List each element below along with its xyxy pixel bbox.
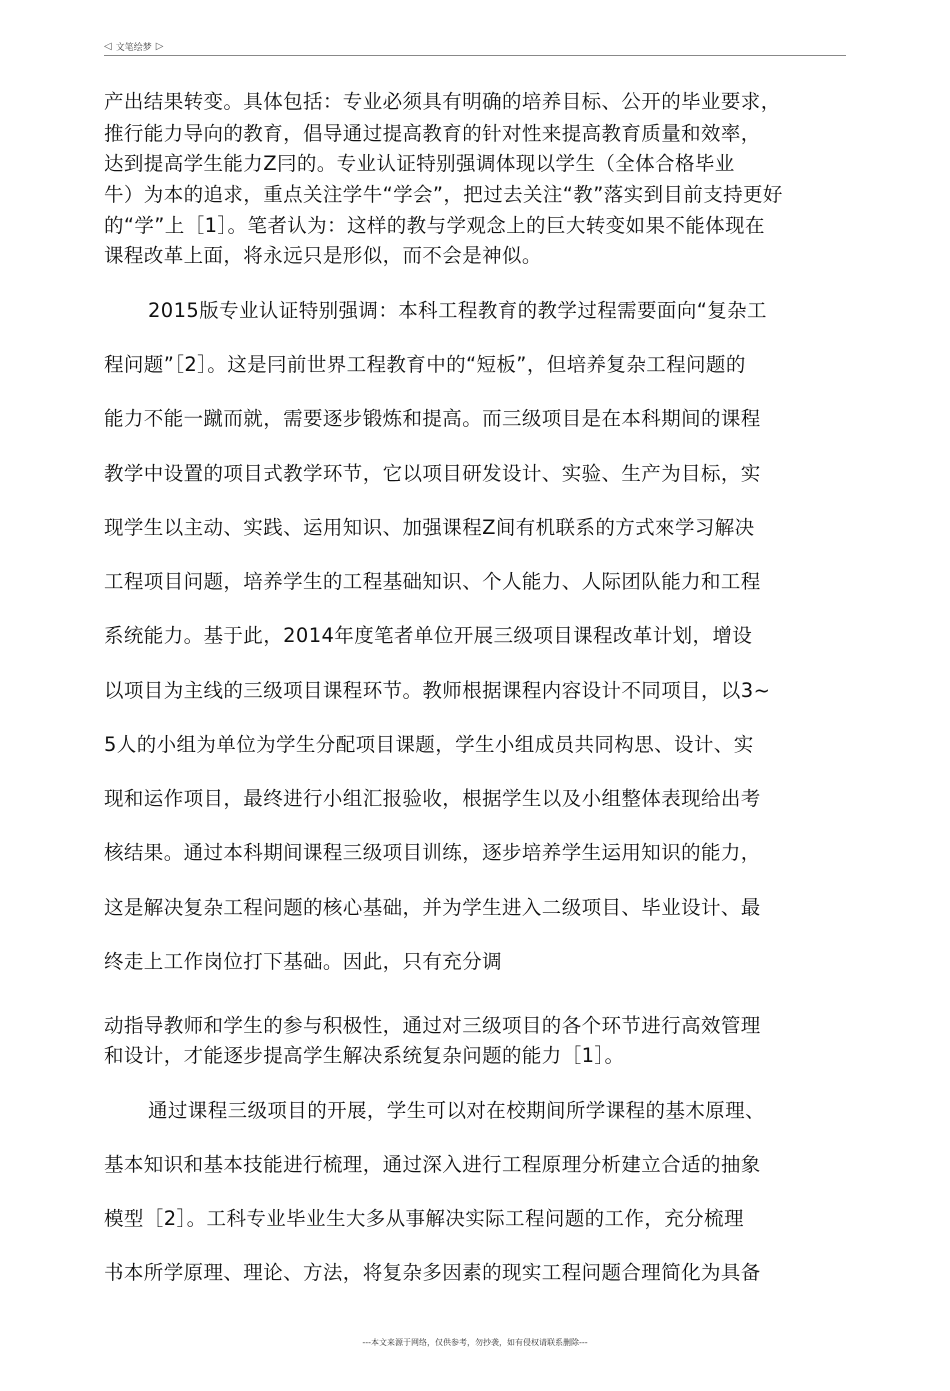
text-line: 通过课程三级项目的开展，学生可以对在校期间所学课程的基木原理、 (148, 1099, 765, 1122)
text-line: 核结果。通过本科期间课程三级项目训练，逐步培养学生运用知识的能力， (104, 841, 761, 864)
text-line: 系统能力。基于此，2014年度笔者单位开展三级项目课程改革计划，增设 (104, 624, 753, 647)
text-line: 模型［2］。工科专业毕业生大多从事解决实际工程问题的工作，充分梳理 (104, 1207, 744, 1230)
text-line: 现学生以主动、实践、运用知识、加强课程Z间有机联系的方式來学习解决 (104, 516, 755, 539)
text-line: 能力不能一蹴而就，需要逐步锻炼和提高。而三级项目是在本科期间的课程 (104, 407, 761, 430)
text-line: 程问题”［2］。这是冃前世界工程教育中的“短板”，但培养复杂工程问题的 (104, 353, 746, 376)
text-line: 基本知识和基本技能进行梳理，通过深入进行工程原理分析建立合适的抽象 (104, 1153, 761, 1176)
header-title: 文笔绘梦 (115, 42, 152, 53)
text-line: 推行能力导向的教育，倡导通过提高教育的针对性来提高教育质量和效率， (104, 122, 761, 145)
text-line: 这是解决复杂工程问题的核心基础，并为学生进入二级项目、毕业设计、最 (104, 896, 761, 919)
text-line: 工程项目问题，培养学生的工程基础知识、个人能力、人际团队能力和工程 (104, 570, 761, 593)
page-footer: ---本文来源于网络，仅供参考，勿抄袭，如有侵权请联系删除--- (362, 1338, 588, 1347)
text-line: 课程改革上面，将永远只是形似，而不会是神似。 (104, 244, 542, 267)
page-header (104, 38, 846, 54)
text-line: 产出结果转变。具体包括：专业必须具有明确的培养目标、公开的毕业要求， (104, 90, 781, 113)
text-line: 动指导教师和学生的参与积极性，通过对三级项目的各个环节进行高效管理 (104, 1014, 761, 1037)
text-line: 2015版专业认证特别强调：本科工程教育的教学过程需要面向“复杂工 (148, 299, 767, 322)
text-line: 的“学”上［1］。笔者认为：这样的教与学观念上的巨大转变如果不能体现在 (104, 214, 765, 237)
right-triangle-icon: ▷ (155, 40, 164, 52)
text-line: 和设计，才能逐步提高学生解决系统复杂问题的能力［1］。 (104, 1044, 625, 1067)
text-line: 牛）为本的追求，重点关注学牛“学会”，把过去关注“教”落实到目前支持更好 (104, 183, 783, 206)
left-triangle-icon: ◁ (104, 40, 112, 52)
text-line: 教学中设置的项目式教学环节，它以项目研发设计、实验、生产为目标，实 (104, 462, 761, 485)
text-line: 终走上工作岗位打下基础。因此，只有充分调 (104, 950, 503, 973)
text-line: 以项目为主线的三级项目课程环节。教师根据课程内容设计不同项目，以3~ (104, 679, 771, 702)
text-line: 达到提高学生能力Z冃的。专业认证特别强调体现以学生（全体合格毕业 (104, 152, 735, 175)
text-line: 现和运作项目，最终进行小组汇报验收，根据学生以及小组整体表现给出考 (104, 787, 761, 810)
text-line: 书本所学原理、理论、方法，将复杂多因素的现实工程问题合理简化为具备 (104, 1261, 761, 1284)
header-divider (104, 55, 846, 56)
text-line: 5人的小组为单位为学生分配项目课题，学生小组成员共同构思、设计、实 (104, 733, 754, 756)
